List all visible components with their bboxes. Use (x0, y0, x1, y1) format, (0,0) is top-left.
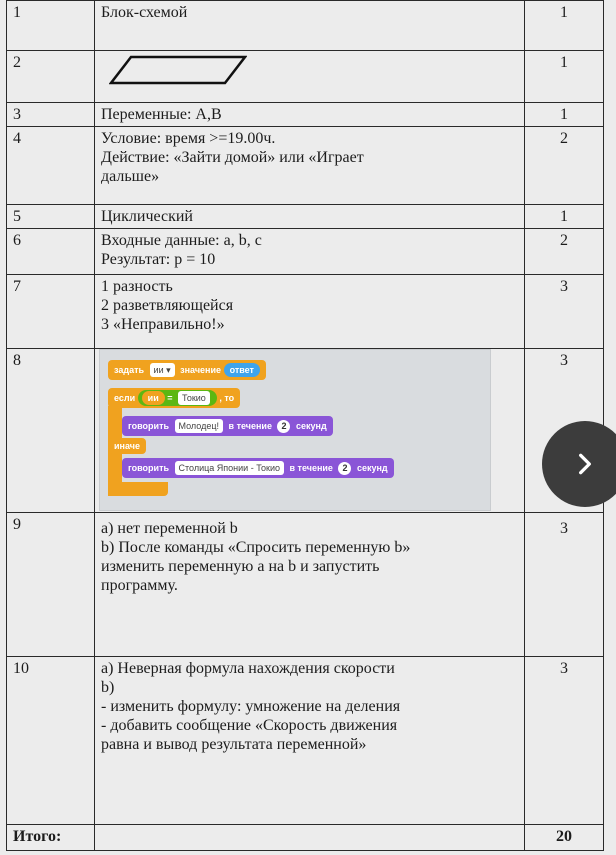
say-block-2: говорить Столица Японии - Токио в течение 2 секунд (122, 458, 394, 478)
table-row (7, 205, 604, 229)
points-cell: 1 (525, 103, 604, 127)
answer-cell: Входные данные: a, b, c Результат: p = 10 (95, 229, 525, 275)
total-points: 20 (525, 825, 604, 851)
table-row (7, 1, 604, 51)
scratch-code-image (99, 349, 491, 511)
row-number: 1 (7, 1, 95, 51)
points-cell: 3 (525, 275, 604, 349)
table-row (7, 103, 604, 127)
row-number: 2 (7, 51, 95, 103)
total-row (7, 825, 604, 851)
points-cell: 3 (525, 657, 604, 825)
points-cell: 1 (525, 205, 604, 229)
set-variable-block: задать ии ▾ значение ответ (108, 360, 266, 380)
else-block: иначе (108, 438, 146, 454)
table-row (7, 127, 604, 205)
answer-cell: а) нет переменной b b) После команды «Спросить переменную b» изменить переменную a на b и запустить программу. (95, 513, 525, 657)
row-number: 8 (7, 349, 95, 513)
row-number: 3 (7, 103, 95, 127)
points-cell: 2 (525, 127, 604, 205)
points-cell: 3 (525, 513, 604, 657)
row-number: 9 (7, 513, 95, 657)
answer-cell: 1 разность 2 разветвляющейся 3 «Неправильно!» (95, 275, 525, 349)
total-empty-cell (95, 825, 525, 851)
row-number: 5 (7, 205, 95, 229)
if-block: если ии = Токио , то (108, 388, 240, 408)
row-number: 6 (7, 229, 95, 275)
answers-table (6, 0, 604, 851)
points-cell: 1 (525, 1, 604, 51)
answer-cell (95, 51, 525, 103)
points-cell: 2 (525, 229, 604, 275)
table-row (7, 513, 604, 657)
total-label: Итого: (7, 825, 95, 851)
table-row (7, 275, 604, 349)
row-number: 10 (7, 657, 95, 825)
say-block-1: говорить Молодец! в течение 2 секунд (122, 416, 333, 436)
table-row (7, 657, 604, 825)
answer-cell: Условие: время >=19.00ч. Действие: «Зайти домой» или «Играет дальше» (95, 127, 525, 205)
answer-cell: Циклический (95, 205, 525, 229)
table-row (7, 229, 604, 275)
answer-cell (95, 349, 525, 513)
answer-cell: а) Неверная формула нахождения скорости b) - изменить формулу: умножение на деления - добавить сообщение «Скорость движения равна и вывод результата переменной» (95, 657, 525, 825)
row-number: 7 (7, 275, 95, 349)
table-row (7, 51, 604, 103)
table-row (7, 349, 604, 513)
chevron-right-icon (572, 451, 598, 477)
parallelogram-shape (109, 55, 247, 85)
answer-cell: Переменные: А,В (95, 103, 525, 127)
points-cell: 3 (525, 349, 604, 513)
answer-cell: Блок-схемой (95, 1, 525, 51)
row-number: 4 (7, 127, 95, 205)
points-cell: 1 (525, 51, 604, 103)
